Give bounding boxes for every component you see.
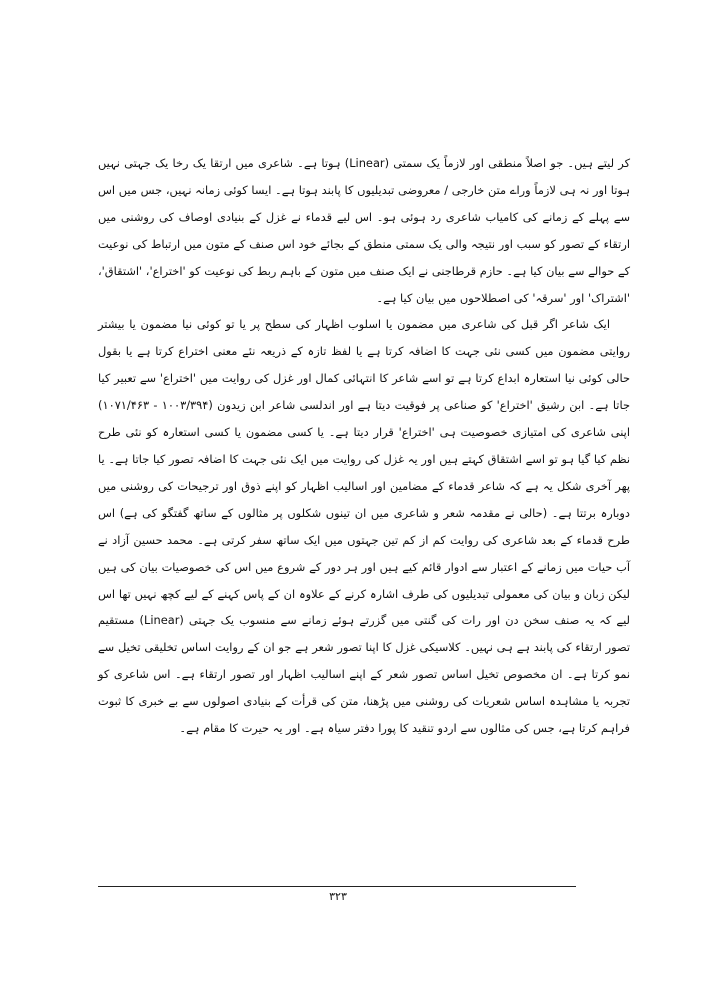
body-text: [98, 150, 630, 742]
paragraph-1: کر لیتے ہیں۔ جو اصلاً منطقی اور لازماً یک سمتی (Linear) ہوتا ہے۔ شاعری میں ارتقا یک رخا یک جہتی نہیں ہوتا اور نہ ہی لازماً وراے متن خارجی / معروضی تبدیلیوں کا پابند ہوتا ہے۔ ایسا کوئی زمانہ نہیں، جس میں اس سے پہلے کے زمانے کی کامیاب شاعری رد ہوئی ہو۔ اس لیے قدماء نے غزل کے بنیادی اوصاف کی روشنی میں ارتقاء کے تصور کو سبب اور نتیجہ والی یک سمتی منطق کے بجائے خود اس صنف کے متون میں ارتباط کی نوعیت کے حوالے سے بیان کیا ہے۔ حازم قرطاجنی نے ایک صنف میں متون کے باہم ربط کی نوعیت کو 'اختراع'، 'اشتقاق'، 'اشتراک' اور 'سرقہ' کی اصطلاحوں میں بیان کیا ہے۔: [98, 156, 630, 305]
footer-divider: [98, 886, 576, 887]
page-number: ۳۲۳: [329, 890, 347, 903]
paragraph-2: ایک شاعر اگر قبل کی شاعری میں مضمون یا اسلوب اظہار کی سطح پر یا تو کوئی نیا مضمون یا بیشتر روایتی مضمون میں کسی نئی جہت کا اضافہ کرتا ہے یا لفظ تازہ کے ذریعہ نئے معنی اختراع کرتا ہے یا بقول حالی کوئی نیا استعارہ ابداع کرتا ہے تو اسے شاعر کا انتہائی کمال اور غزل کی روایت میں 'اختراع' سے تعبیر کیا جاتا ہے۔ ابن رشیق 'اختراع' کو صناعی پر فوقیت دیتا ہے اور اندلسی شاعر ابن زیدون (۱۰۰۳/۳۹۴ - ۱۰۷۱/۴۶۳) اپنی شاعری کی امتیازی خصوصیت ہی 'اختراع' قرار دیتا ہے۔ یا کسی مضمون یا کسی استعارہ کو نئی طرح نظم کیا گیا ہو تو اسے اشتقاق کہتے ہیں اور یہ غزل کی روایت میں ایک نئی جہت کا اضافہ تصور کیا جاتا ہے۔ یا پھر آخری شکل یہ ہے کہ شاعر قدماء کے مضامین اور اسالیب اظہار کو اپنے ذوق اور ترجیحات کی روشنی میں دوبارہ برتتا ہے۔ (حالی نے مقدمہ شعر و شاعری میں ان تینوں شکلوں پر مثالوں کے ساتھ گفتگو کی ہے) اس طرح قدماء کے بعد شاعری کی روایت کم از کم تین جہتوں میں ایک ساتھ سفر کرتی ہے۔ محمد حسین آزاد نے آب حیات میں زمانے کے اعتبار سے ادوار قائم کیے ہیں اور ہر دور کے شروع میں اس کی خصوصیات بیان کی ہیں لیکن زبان و بیان کی معمولی تبدیلیوں کی طرف اشارہ کرنے کے علاوہ ان کے پاس کہنے کے لیے کچھ نہیں تھا اس لیے کہ یہ صنف سخن دن اور رات کی گنتی میں گزرتے ہوئے زمانے سے منسوب یک جہتی (Linear) مستقیم تصور ارتقاء کی پابند ہے ہی نہیں۔ کلاسیکی غزل کا اپنا تصور شعر ہے جو ان کے روایت اساس تخلیقی تخیل سے نمو کرتا ہے۔ ان مخصوص تخیل اساس تصور شعر کے اپنے اسالیب اظہار اور تصور ارتقاء ہے۔ اس شاعری کو تجربہ یا مشاہدہ اساس شعریات کی روشنی میں پڑھنا، متن کی قرأت کے بنیادی اصولوں سے بے خبری کا ثبوت فراہم کرتا ہے، جس کی مثالوں سے اردو تنقید کا پورا دفتر سیاہ ہے۔ اور یہ حیرت کا مقام ہے۔: [98, 317, 630, 736]
